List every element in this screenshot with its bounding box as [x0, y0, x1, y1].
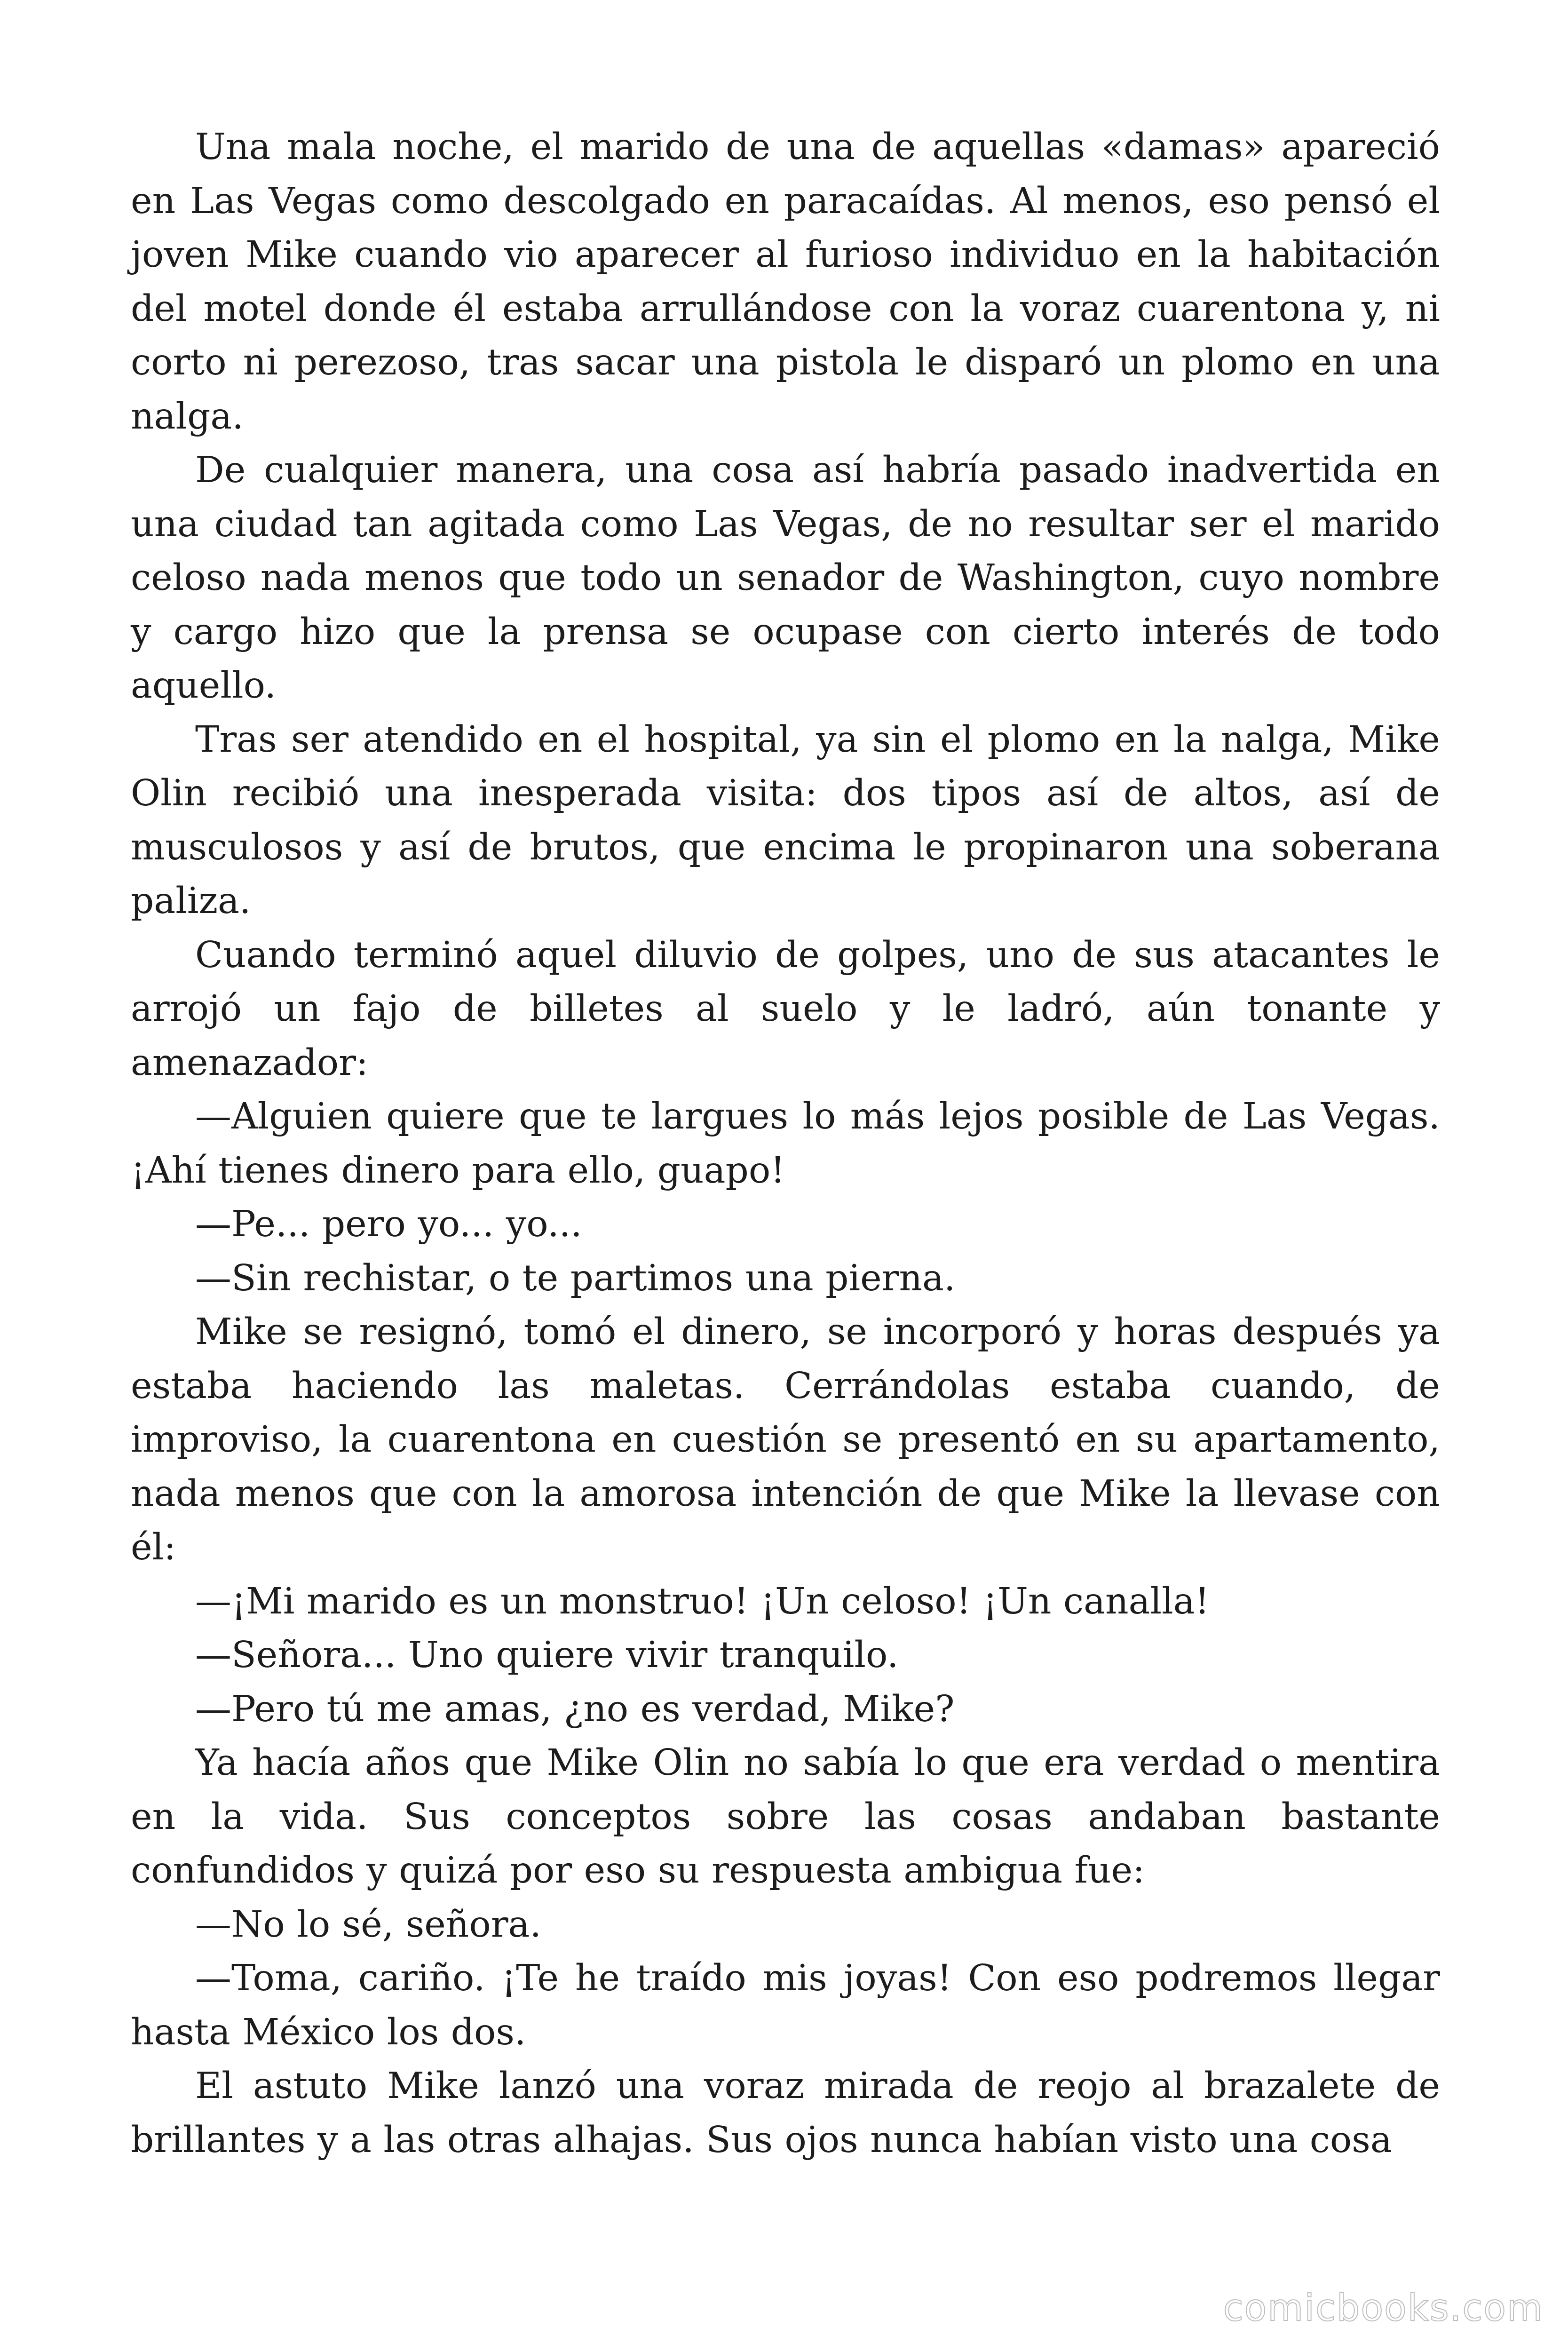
paragraph: De cualquier manera, una cosa así habría pasado inadvertida en una ciudad tan agitada como Las Vegas, de no resultar ser el marido celoso nada menos que todo un senador de Washington, cuyo nombre y cargo hizo que la prensa se ocupase con cierto interés de todo aquello.	[131, 449, 1440, 707]
dialogue-line: —Alguien quiere que te largues lo más lejos posible de Las Vegas. ¡Ahí tienes dinero para ello, guapo!	[131, 1096, 1440, 1192]
paragraph: Ya hacía años que Mike Olin no sabía lo que era verdad o mentira en la vida. Sus conceptos sobre las cosas andaban bastante confundidos y quizá por eso su respuesta ambigua fue:	[131, 1742, 1440, 1891]
dialogue-line: —Toma, cariño. ¡Te he traído mis joyas! Con eso podremos llegar hasta México los dos.	[131, 1957, 1440, 2053]
dialogue-line: —Señora... Uno quiere vivir tranquilo.	[195, 1634, 899, 1676]
paragraph: Cuando terminó aquel diluvio de golpes, uno de sus atacantes le arrojó un fajo de billetes al suelo y le ladró, aún tonante y amenazador:	[131, 934, 1440, 1084]
watermark-logo: comicbooks.com	[1223, 2287, 1544, 2329]
dialogue-line: —No lo sé, señora.	[195, 1903, 541, 1946]
dialogue-line: —Pe... pero yo... yo...	[195, 1203, 582, 1245]
dialogue-line: —¡Mi marido es un monstruo! ¡Un celoso! ¡Un canalla!	[195, 1580, 1210, 1622]
dialogue-line: —Pero tú me amas, ¿no es verdad, Mike?	[195, 1688, 955, 1730]
paragraph: Una mala noche, el marido de una de aquellas «damas» apareció en Las Vegas como descolgado en paracaídas. Al menos, eso pensó el joven Mike cuando vio aparecer al furioso individuo en la habitación del motel donde él estaba arrullándose con la voraz cuarentona y, ni corto ni perezoso, tras sacar una pistola le disparó un plomo en una nalga.	[131, 126, 1440, 437]
paragraph: Tras ser atendido en el hospital, ya sin el plomo en la nalga, Mike Olin recibió una inesperada visita: dos tipos así de altos, así de musculosos y así de brutos, que encima le propinaron una soberana paliza.	[131, 718, 1440, 922]
dialogue-line: —Sin rechistar, o te partimos una pierna.	[195, 1257, 956, 1299]
page-body-text	[131, 120, 1440, 2167]
paragraph: El astuto Mike lanzó una voraz mirada de reojo al brazalete de brillantes y a las otras alhajas. Sus ojos nunca habían visto una cosa	[131, 2065, 1440, 2161]
paragraph: Mike se resignó, tomó el dinero, se incorporó y horas después ya estaba haciendo las maletas. Cerrándolas estaba cuando, de improviso, la cuarentona en cuestión se presentó en su apartamento, nada menos que con la amorosa intención de que Mike la llevase con él:	[131, 1311, 1440, 1568]
